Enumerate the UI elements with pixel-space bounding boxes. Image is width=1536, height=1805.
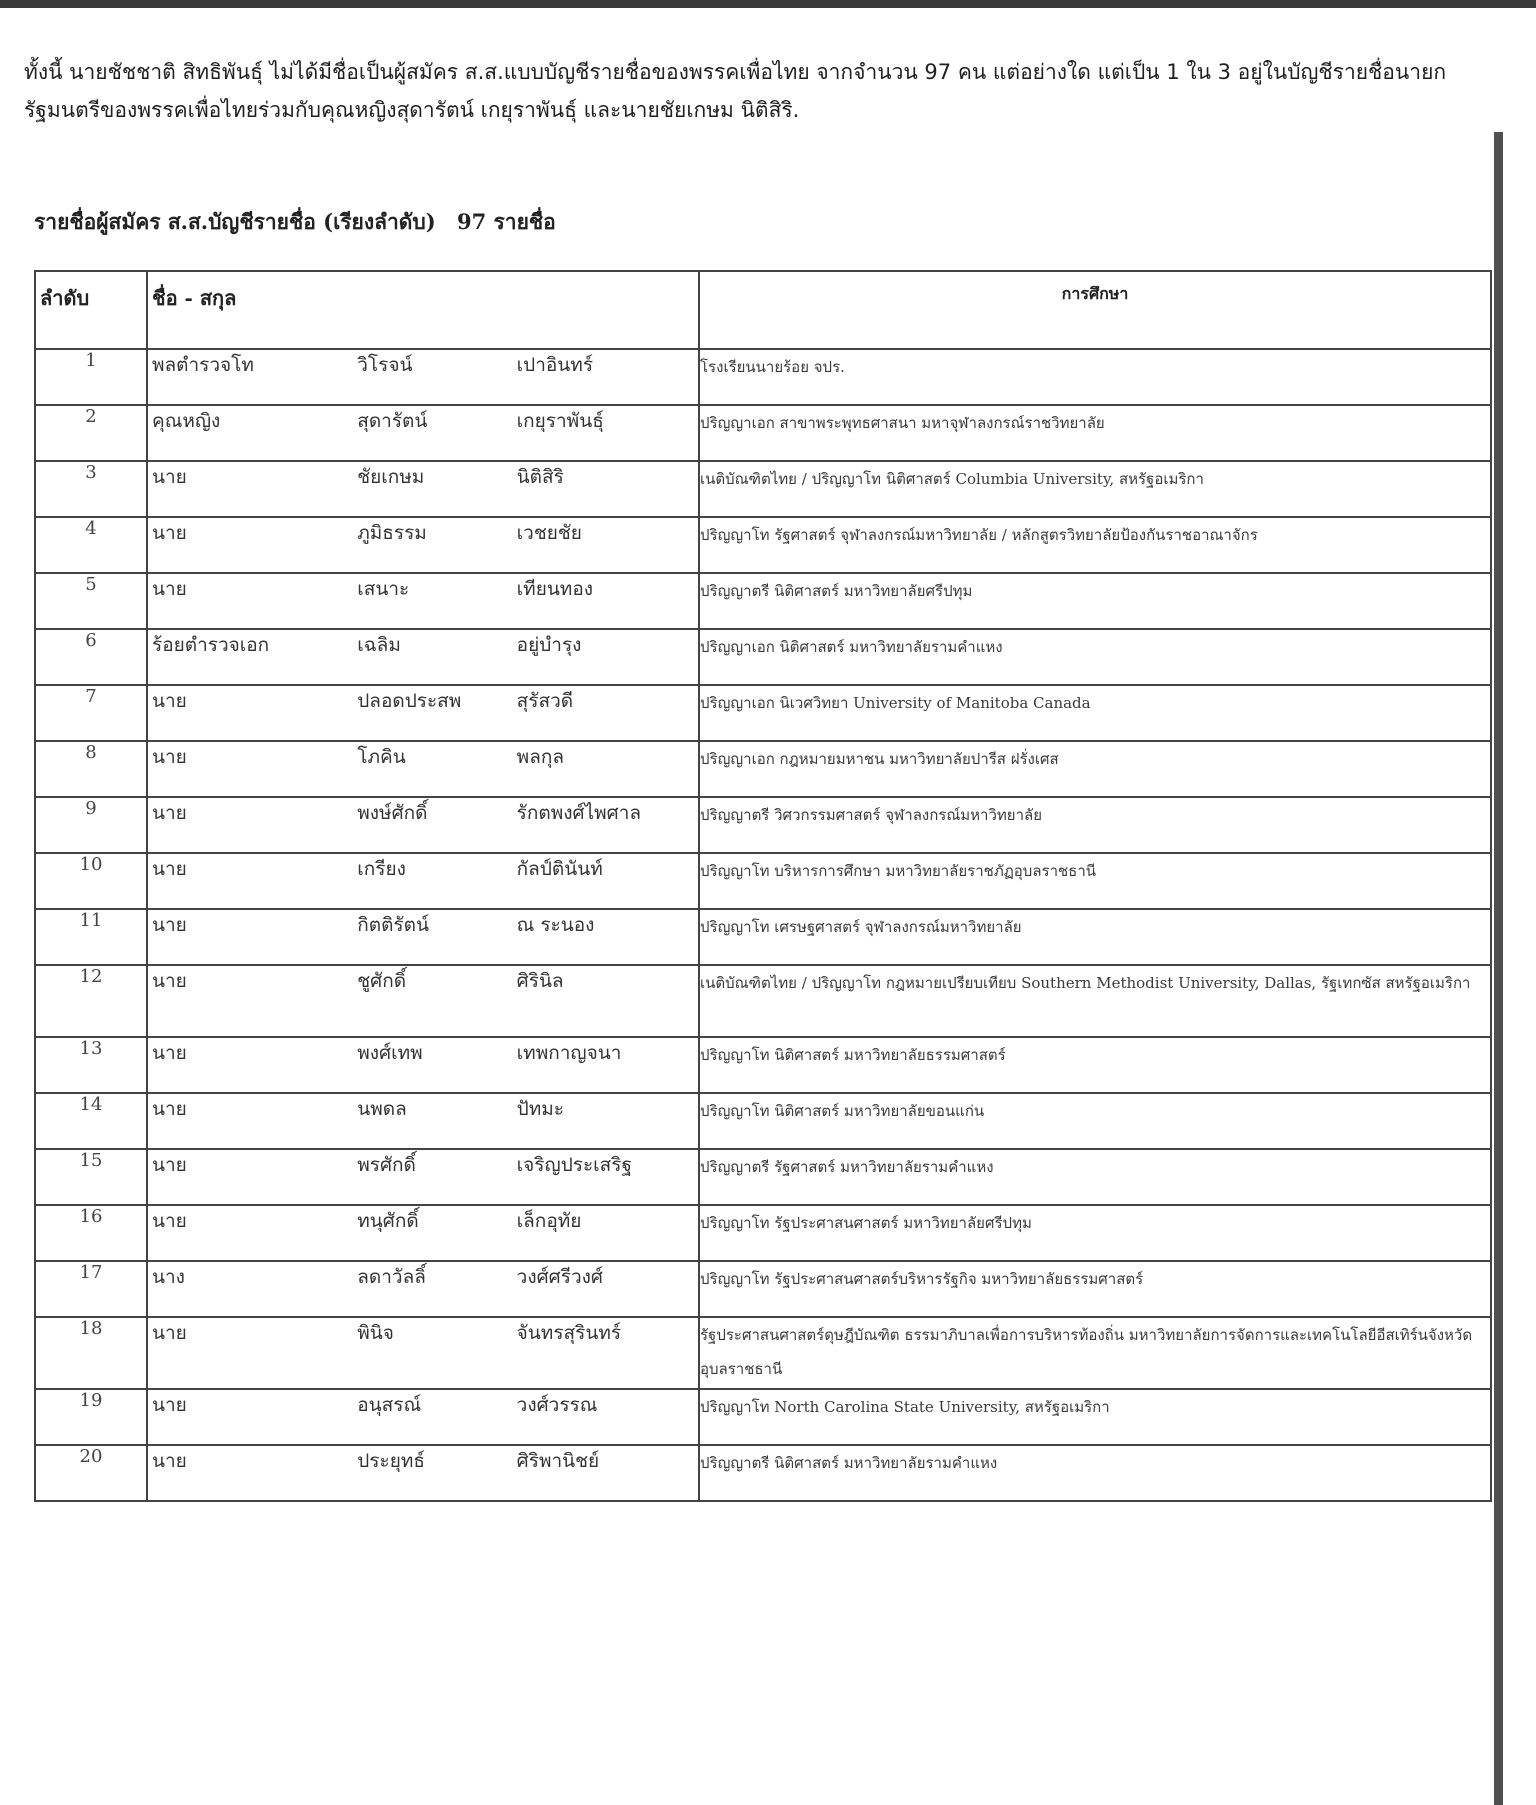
top-bar [0, 0, 1536, 8]
row-first-name: อนุสรณ์ [357, 1394, 422, 1416]
row-name [147, 685, 699, 741]
row-first-name: พงษ์ศักดิ์ [357, 802, 428, 824]
header-no: ลำดับ [35, 271, 147, 349]
row-first-name: ประยุทธ์ [357, 1450, 425, 1472]
row-name [147, 1149, 699, 1205]
row-last-name: อยู่บำรุง [516, 634, 582, 656]
row-title: นาย [152, 522, 187, 544]
row-first-name: ชัยเกษม [357, 466, 425, 488]
table-row [35, 349, 1491, 405]
table-row [35, 1389, 1491, 1445]
row-title: นาย [152, 1450, 187, 1472]
row-first-name: เฉลิม [357, 634, 401, 656]
row-last-name: เจริญประเสริฐ [516, 1154, 632, 1176]
header-name: ชื่อ - สกุล [147, 271, 699, 349]
row-education: โรงเรียนนายร้อย จปร. [699, 349, 1491, 405]
row-title: นาย [152, 1394, 187, 1416]
row-first-name: ภูมิธรรม [357, 522, 427, 544]
row-name [147, 909, 699, 965]
row-title: นาย [152, 1210, 187, 1232]
row-number: 14 [35, 1093, 147, 1149]
row-number: 15 [35, 1149, 147, 1205]
candidate-table [34, 270, 1492, 1502]
row-number: 6 [35, 629, 147, 685]
table-row [35, 1261, 1491, 1317]
table-row [35, 1093, 1491, 1149]
row-first-name: วิโรจน์ [357, 354, 413, 376]
row-number: 13 [35, 1037, 147, 1093]
row-first-name: เสนาะ [357, 578, 410, 600]
row-last-name: รักตพงศ์ไพศาล [516, 802, 642, 824]
table-body [35, 349, 1491, 1501]
table-row [35, 909, 1491, 965]
row-last-name: ศิรินิล [516, 970, 564, 992]
row-number: 1 [35, 349, 147, 405]
row-first-name: ลดาวัลลิ์ [357, 1266, 426, 1288]
row-title: นาย [152, 858, 187, 880]
row-name [147, 349, 699, 405]
table-row [35, 461, 1491, 517]
table-row [35, 629, 1491, 685]
row-name [147, 1317, 699, 1389]
row-first-name: เกรียง [357, 858, 406, 880]
row-last-name: เวชยชัย [516, 522, 582, 544]
row-title: นาย [152, 1154, 187, 1176]
row-name [147, 965, 699, 1037]
row-title: นาย [152, 746, 187, 768]
row-education: ปริญญาเอก นิติศาสตร์ มหาวิทยาลัยรามคำแหง [699, 629, 1491, 685]
row-name [147, 517, 699, 573]
row-name [147, 1389, 699, 1445]
row-education: ปริญญาตรี รัฐศาสตร์ มหาวิทยาลัยรามคำแหง [699, 1149, 1491, 1205]
row-number: 5 [35, 573, 147, 629]
table-row [35, 741, 1491, 797]
row-education: ปริญญาเอก นิเวศวิทยา University of Manitoba Canada [699, 685, 1491, 741]
intro-paragraph: ทั้งนี้ นายชัชชาติ สิทธิพันธุ์ ไม่ได้มีชื่อเป็นผู้สมัคร ส.ส.แบบบัญชีรายชื่อของพรรคเพื่อไทย จากจำนวน 97 คน แต่อย่างใด แต่เป็น 1 ใน 3 อยู่ในบัญชีรายชื่อนายกรัฐมนตรีของพรรคเพื่อไทยร่วมกับคุณหญิงสุดารัตน์ เกยุราพันธุ์ และนายชัยเกษม นิติสิริ. [24, 60, 1447, 122]
row-last-name: เล็กอุทัย [516, 1210, 582, 1232]
row-education: ปริญญาโท รัฐประศาสนศาสตร์ มหาวิทยาลัยศรีปทุม [699, 1205, 1491, 1261]
row-name [147, 1093, 699, 1149]
row-title: นาย [152, 466, 187, 488]
document-count: 97 รายชื่อ [456, 209, 556, 234]
table-row [35, 965, 1491, 1037]
row-education: เนติบัณฑิตไทย / ปริญญาโท นิติศาสตร์ Columbia University, สหรัฐอเมริกา [699, 461, 1491, 517]
row-title: ร้อยตำรวจเอก [152, 634, 270, 656]
table-row [35, 1149, 1491, 1205]
row-first-name: โภคิน [357, 746, 406, 768]
row-first-name: ทนุศักดิ์ [357, 1210, 419, 1232]
row-title: พลตำรวจโท [152, 354, 254, 376]
row-last-name: นิติสิริ [516, 466, 564, 488]
row-education: ปริญญาเอก สาขาพระพุทธศาสนา มหาจุฬาลงกรณ์ราชวิทยาลัย [699, 405, 1491, 461]
header-education: การศึกษา [699, 271, 1491, 349]
row-last-name: เทียนทอง [516, 578, 594, 600]
table-row [35, 1037, 1491, 1093]
row-number: 10 [35, 853, 147, 909]
table-row [35, 1317, 1491, 1389]
row-name [147, 461, 699, 517]
table-row [35, 405, 1491, 461]
row-number: 16 [35, 1205, 147, 1261]
row-number: 9 [35, 797, 147, 853]
row-name [147, 797, 699, 853]
row-first-name: พินิจ [357, 1322, 394, 1344]
row-number: 19 [35, 1389, 147, 1445]
row-title: นาย [152, 690, 187, 712]
row-number: 7 [35, 685, 147, 741]
row-last-name: ศิริพานิชย์ [516, 1450, 600, 1472]
row-education: ปริญญาตรี นิติศาสตร์ มหาวิทยาลัยศรีปทุม [699, 573, 1491, 629]
row-name [147, 573, 699, 629]
row-last-name: วงศ์ศรีวงศ์ [516, 1266, 603, 1288]
row-education: ปริญญาโท North Carolina State University, สหรัฐอเมริกา [699, 1389, 1491, 1445]
row-number: 8 [35, 741, 147, 797]
row-title: นาง [152, 1266, 185, 1288]
table-row [35, 685, 1491, 741]
row-number: 20 [35, 1445, 147, 1501]
row-first-name: ปลอดประสพ [357, 690, 462, 712]
row-first-name: สุดารัตน์ [357, 410, 428, 432]
row-last-name: เปาอินทร์ [516, 354, 594, 376]
row-first-name: พรศักดิ์ [357, 1154, 416, 1176]
row-number: 17 [35, 1261, 147, 1317]
row-last-name: วงศ์วรรณ [516, 1394, 598, 1416]
table-header-row [35, 271, 1491, 349]
row-title: นาย [152, 802, 187, 824]
row-name [147, 1445, 699, 1501]
table-row [35, 1205, 1491, 1261]
document-title [34, 206, 556, 239]
row-last-name: พลกุล [516, 746, 564, 768]
table-row [35, 517, 1491, 573]
row-education: ปริญญาตรี นิติศาสตร์ มหาวิทยาลัยรามคำแหง [699, 1445, 1491, 1501]
row-title: นาย [152, 914, 187, 936]
table-row [35, 797, 1491, 853]
row-first-name: กิตติรัตน์ [357, 914, 429, 936]
document-edge [1494, 132, 1503, 1805]
row-number: 11 [35, 909, 147, 965]
row-title: นาย [152, 1322, 187, 1344]
row-education: ปริญญาตรี วิศวกรรมศาสตร์ จุฬาลงกรณ์มหาวิทยาลัย [699, 797, 1491, 853]
row-name [147, 629, 699, 685]
row-first-name: พงศ์เทพ [357, 1042, 423, 1064]
row-name [147, 1037, 699, 1093]
row-first-name: ชูศักดิ์ [357, 970, 407, 992]
row-education: ปริญญาเอก กฎหมายมหาชน มหาวิทยาลัยปารีส ฝรั่งเศส [699, 741, 1491, 797]
row-number: 2 [35, 405, 147, 461]
row-last-name: เกยุราพันธุ์ [516, 410, 604, 432]
row-education: เนติบัณฑิตไทย / ปริญญาโท กฎหมายเปรียบเทียบ Southern Methodist University, Dallas, รัฐเทกซัส สหรัฐอเมริกา [699, 965, 1491, 1037]
row-last-name: จันทรสุรินทร์ [516, 1322, 622, 1344]
row-title: นาย [152, 1098, 187, 1120]
row-name [147, 1205, 699, 1261]
document-title-text: รายชื่อผู้สมัคร ส.ส.บัญชีรายชื่อ (เรียงลำดับ) [34, 209, 436, 234]
row-number: 3 [35, 461, 147, 517]
row-title: คุณหญิง [152, 410, 221, 432]
document-margin [1503, 132, 1536, 1805]
row-education: ปริญญาโท บริหารการศึกษา มหาวิทยาลัยราชภัฏอุบลราชธานี [699, 853, 1491, 909]
row-education: ปริญญาโท รัฐประศาสนศาสตร์บริหารรัฐกิจ มหาวิทยาลัยธรรมศาสตร์ [699, 1261, 1491, 1317]
row-name [147, 1261, 699, 1317]
row-education: ปริญญาโท รัฐศาสตร์ จุฬาลงกรณ์มหาวิทยาลัย / หลักสูตรวิทยาลัยป้องกันราชอาณาจักร [699, 517, 1491, 573]
row-title: นาย [152, 578, 187, 600]
row-title: นาย [152, 1042, 187, 1064]
row-number: 18 [35, 1317, 147, 1389]
row-first-name: นพดล [357, 1098, 407, 1120]
row-last-name: เทพกาญจนา [516, 1042, 622, 1064]
row-last-name: ณ ระนอง [516, 914, 595, 936]
row-education: ปริญญาโท เศรษฐศาสตร์ จุฬาลงกรณ์มหาวิทยาลัย [699, 909, 1491, 965]
row-education: ปริญญาโท นิติศาสตร์ มหาวิทยาลัยธรรมศาสตร์ [699, 1037, 1491, 1093]
table-row [35, 1445, 1491, 1501]
row-education: รัฐประศาสนศาสตร์ดุษฎีบัณฑิต ธรรมาภิบาลเพื่อการบริหารท้องถิ่น มหาวิทยาลัยการจัดการและเทคโนโลยีอีสเทิร์นจังหวัดอุบลราชธานี [699, 1317, 1491, 1389]
row-education: ปริญญาโท นิติศาสตร์ มหาวิทยาลัยขอนแก่น [699, 1093, 1491, 1149]
row-name [147, 741, 699, 797]
table-row [35, 573, 1491, 629]
row-last-name: สุรัสวดี [516, 690, 574, 712]
table-row [35, 853, 1491, 909]
row-number: 12 [35, 965, 147, 1037]
row-name [147, 405, 699, 461]
row-title: นาย [152, 970, 187, 992]
row-last-name: ปัทมะ [516, 1098, 564, 1120]
row-number: 4 [35, 517, 147, 573]
row-name [147, 853, 699, 909]
row-last-name: กัลป์ตินันท์ [516, 858, 603, 880]
